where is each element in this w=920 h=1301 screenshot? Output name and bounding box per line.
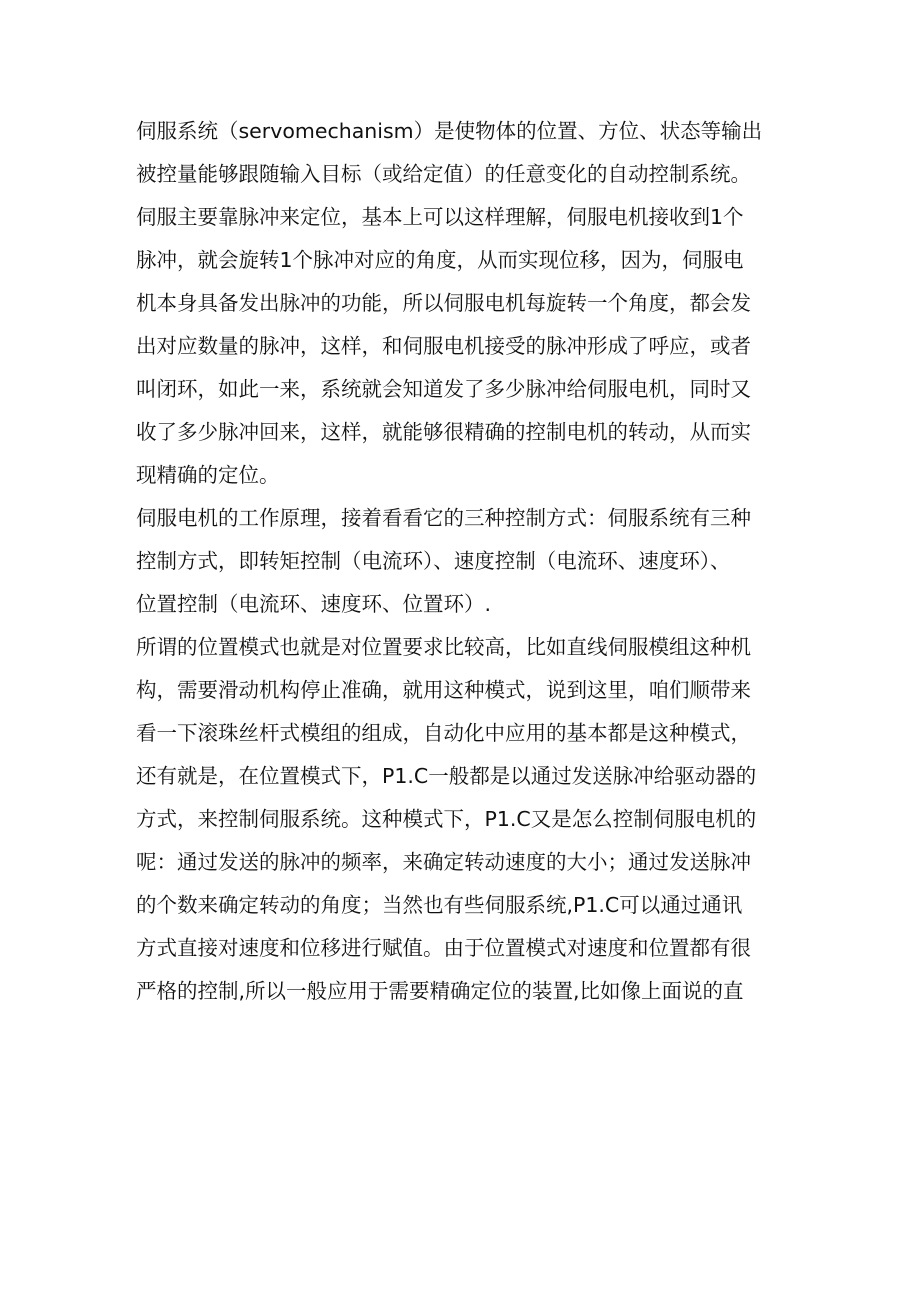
text-line: 构，需要滑动机构停止准确，就用这种模式，说到这里，咱们顺带来 [136,678,751,702]
text-line: 叫闭环，如此一来，系统就会知道发了多少脉冲给伺服电机，同时又 [136,377,751,401]
document-body [136,110,786,1013]
text-line: 看一下滚珠丝杆式模组的组成，自动化中应用的基本都是这种模式， [136,721,751,745]
text-line: 伺服主要靠脉冲来定位，基本上可以这样理解，伺服电机接收到1个 [136,205,744,229]
text-line: 现精确的定位。 [136,463,280,487]
text-line: 伺服系统（servomechanism）是使物体的位置、方位、状态等输出 [136,119,763,143]
text-line: 被控量能够跟随输入目标（或给定值）的任意变化的自动控制系统。 [136,162,751,186]
text-line: 的个数来确定转动的角度；当然也有些伺服系统,P1.C可以通过通讯 [136,893,743,917]
text-line: 呢：通过发送的脉冲的频率，来确定转动速度的大小；通过发送脉冲 [136,850,751,874]
text-line: 方式直接对速度和位移进行赋值。由于位置模式对速度和位置都有很 [136,936,751,960]
text-line: 出对应数量的脉冲，这样，和伺服电机接受的脉冲形成了呼应，或者 [136,334,751,358]
text-line: 所谓的位置模式也就是对位置要求比较高，比如直线伺服模组这种机 [136,635,751,659]
text-line: 伺服电机的工作原理，接着看看它的三种控制方式：伺服系统有三种 [136,506,751,530]
text-line: 机本身具备发出脉冲的功能，所以伺服电机每旋转一个角度，都会发 [136,291,751,315]
text-line: 位置控制（电流环、速度环、位置环）. [136,592,492,616]
text-line: 严格的控制,所以一般应用于需要精确定位的装置,比如像上面说的直 [136,979,744,1003]
text-line: 还有就是，在位置模式下，P1.C一般都是以通过发送脉冲给驱动器的 [136,764,757,788]
text-line: 控制方式，即转矩控制（电流环）、速度控制（电流环、速度环）、 [136,549,731,573]
text-line: 脉冲，就会旋转1个脉冲对应的角度，从而实现位移，因为，伺服电 [136,248,744,272]
text-line: 收了多少脉冲回来，这样，就能够很精确的控制电机的转动，从而实 [136,420,751,444]
text-line: 方式，来控制伺服系统。这种模式下，P1.C又是怎么控制伺服电机的 [136,807,757,831]
